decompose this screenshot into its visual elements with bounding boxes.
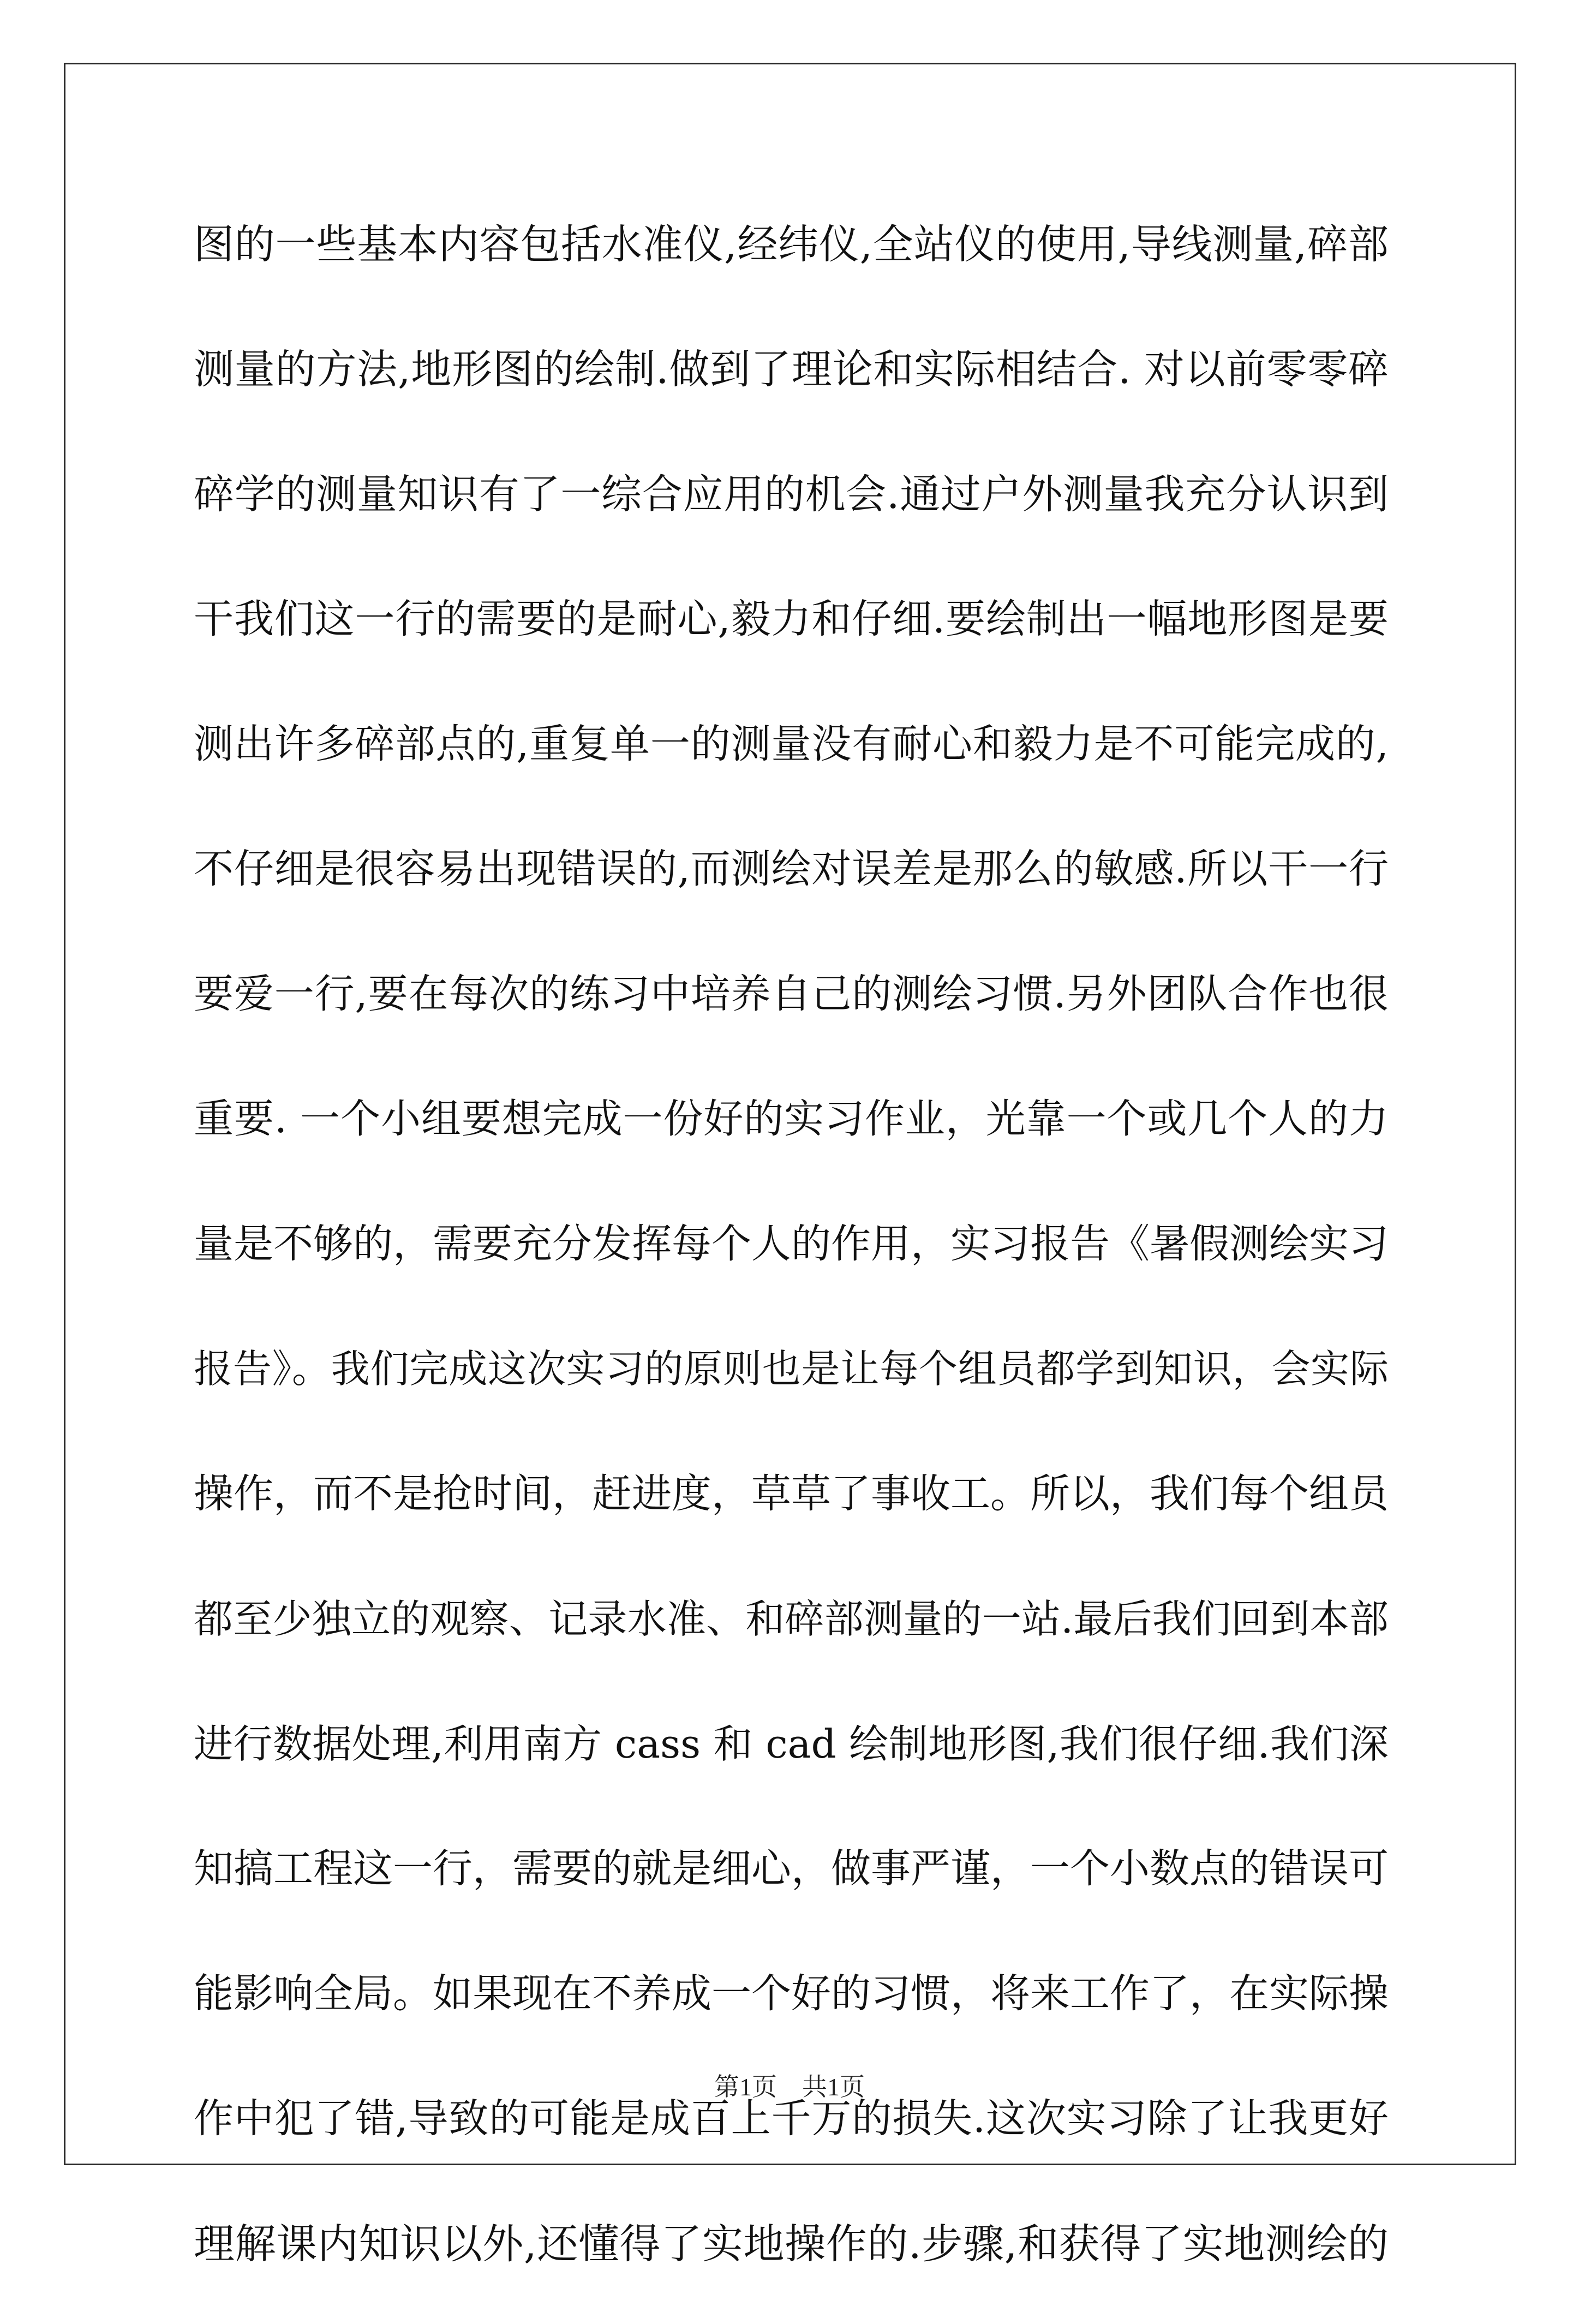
text-line: 进行数据处理,利用南方 cass 和 cad 绘制地形图,我们很仔细.我们深 <box>194 1721 1389 1767</box>
text-line: 理解课内知识以外,还懂得了实地操作的.步骤,和获得了实地测绘的 <box>194 2220 1389 2268</box>
text-line: 作中犯了错,导致的可能是成百上千万的损失.这次实习除了让我更好 <box>194 2095 1389 2142</box>
document-body <box>194 200 1389 2324</box>
text-line: 要爱一行,要在每次的练习中培养自己的测绘习惯.另外团队合作也很 <box>194 971 1389 1017</box>
text-line: 报告》。我们完成这次实习的原则也是让每个组员都学到知识，会实际 <box>194 1346 1389 1391</box>
text-line: 量是不够的，需要充分发挥每个人的作用，实习报告《暑假测绘实习 <box>194 1221 1389 1267</box>
page-number-footer: 第1页 共1页 <box>714 2073 865 2101</box>
text-line: 干我们这一行的需要的是耐心,毅力和仔细.要绘制出一幅地形图是要 <box>194 596 1389 642</box>
text-line: 图的一些基本内容包括水准仪,经纬仪,全站仪的使用,导线测量,碎部 <box>194 221 1389 268</box>
text-line: 测量的方法,地形图的绘制.做到了理论和实际相结合. 对以前零零碎 <box>194 346 1389 393</box>
text-line: 碎学的测量知识有了一综合应用的机会.通过户外测量我充分认识到 <box>194 471 1389 518</box>
text-line: 知搞工程这一行，需要的就是细心，做事严谨，一个小数点的错误可 <box>194 1845 1389 1892</box>
text-line: 不仔细是很容易出现错误的,而测绘对误差是那么的敏感.所以干一行 <box>194 846 1389 892</box>
text-line: 重要. 一个小组要想完成一份好的实习作业，光靠一个或几个人的力 <box>194 1096 1389 1142</box>
text-line: 能影响全局。如果现在不养成一个好的习惯，将来工作了，在实际操 <box>194 1970 1389 2017</box>
text-line: 都至少独立的观察、记录水准、和碎部测量的一站.最后我们回到本部 <box>194 1596 1389 1642</box>
text-line: 测出许多碎部点的,重复单一的测量没有耐心和毅力是不可能完成的, <box>194 721 1389 767</box>
text-line: 操作，而不是抢时间，赶进度，草草了事收工。所以，我们每个组员 <box>194 1471 1389 1517</box>
